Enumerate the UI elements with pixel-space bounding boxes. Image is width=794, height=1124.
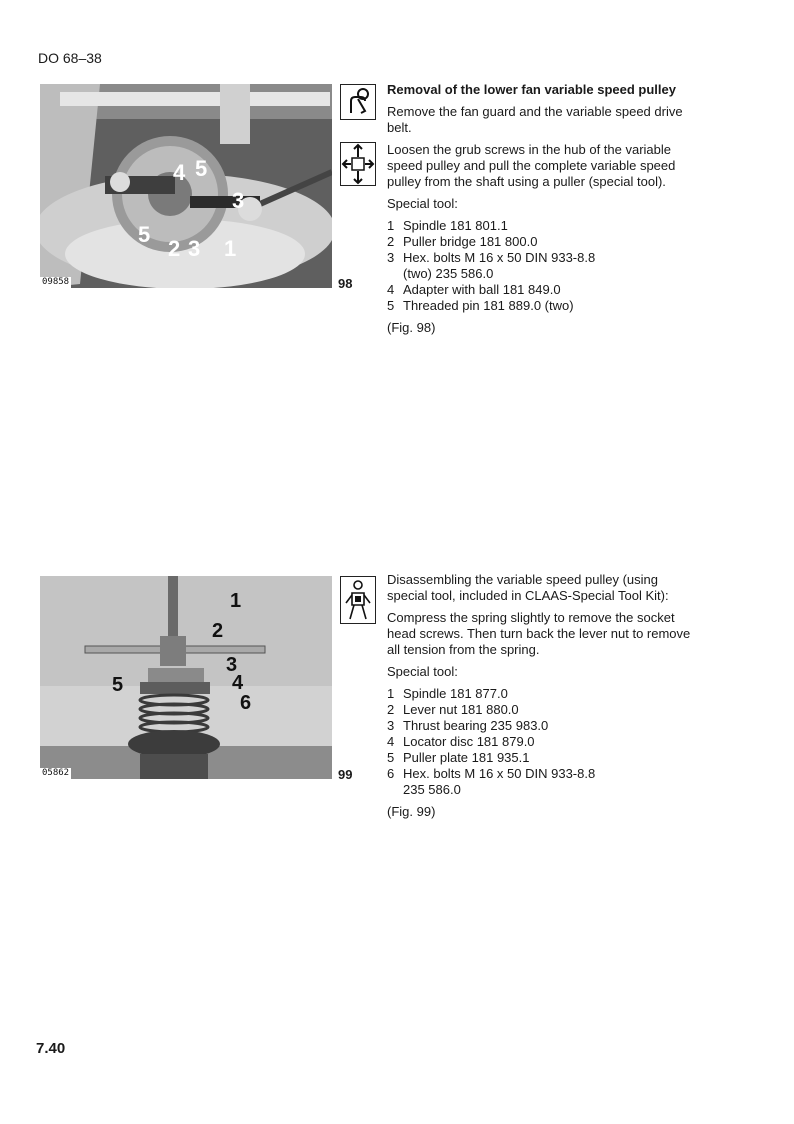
- removal-arrows-icon: [340, 142, 376, 186]
- instruction-paragraph: Loosen the grub screws in the hub of the variable speed pulley and pull the complete variable speed pulley from the shaft using a puller (special tool).: [387, 142, 676, 189]
- list-item: 4 Adapter with ball 181 849.0: [387, 282, 561, 297]
- list-item: 1 Spindle 181 801.1: [387, 218, 508, 233]
- figure-98-photo-code: 09858: [42, 277, 70, 287]
- tool-list: [387, 686, 702, 798]
- figure-reference: (Fig. 99): [387, 804, 436, 819]
- section-title: Removal of the lower fan variable speed pulley: [387, 82, 676, 97]
- list-item: 1 Spindle 181 877.0: [387, 686, 508, 701]
- figure-98-number: 98: [338, 276, 353, 291]
- mechanic-figure-icon: [340, 576, 376, 624]
- figure-98-callout: 5: [138, 222, 151, 247]
- figure-98-callout: 2: [168, 236, 181, 261]
- figure-99-callout: 1: [230, 590, 242, 612]
- figure-99-number: 99: [338, 767, 353, 782]
- wrench-in-hand-icon: [340, 84, 376, 120]
- figure-98-callout: 1: [224, 236, 237, 261]
- tool-list: [387, 218, 707, 314]
- figure-99-photo-code: 05862: [42, 768, 70, 778]
- list-item: 5 Puller plate 181 935.1: [387, 750, 530, 765]
- figure-98-callout: 4: [173, 160, 186, 185]
- list-item: 3 Hex. bolts M 16 x 50 DIN 933-8.8 (two) 235 586.0: [387, 250, 596, 281]
- figure-reference: (Fig. 98): [387, 320, 436, 335]
- special-tool-label: Special tool:: [387, 196, 458, 211]
- figure-99-callout: 4: [232, 672, 244, 694]
- figure-99-photo: [40, 576, 332, 779]
- figure-98-callout: 3: [232, 188, 245, 213]
- list-item: 2 Puller bridge 181 800.0: [387, 234, 538, 249]
- figure-98-photo: [40, 84, 332, 288]
- list-item: 5 Threaded pin 181 889.0 (two): [387, 298, 574, 313]
- figure-99-callout: 6: [240, 692, 252, 714]
- list-item: 6 Hex. bolts M 16 x 50 DIN 933-8.8 235 586.0: [387, 766, 596, 797]
- section-98-text: [387, 82, 707, 342]
- special-tool-label: Special tool:: [387, 664, 458, 679]
- page-header: DO 68–38: [38, 50, 102, 66]
- section-99-text: [387, 572, 702, 826]
- figure-98-callout: 5: [195, 156, 208, 181]
- section-title: Disassembling the variable speed pulley (using special tool, included in CLAAS-Special Tool Kit):: [387, 572, 669, 603]
- figure-98-callout: 3: [188, 236, 201, 261]
- figure-99-callout: 5: [112, 674, 124, 696]
- instruction-paragraph: Remove the fan guard and the variable speed drive belt.: [387, 104, 683, 135]
- page-number: 7.40: [36, 1040, 66, 1057]
- instruction-paragraph: Compress the spring slightly to remove the socket head screws. Then turn back the lever nut to remove all tension from the spring.: [387, 610, 691, 657]
- list-item: 3 Thrust bearing 235 983.0: [387, 718, 549, 733]
- list-item: 2 Lever nut 181 880.0: [387, 702, 519, 717]
- figure-99-callout: 2: [212, 620, 224, 642]
- list-item: 4 Locator disc 181 879.0: [387, 734, 535, 749]
- figure-99-callout: 3: [226, 654, 238, 676]
